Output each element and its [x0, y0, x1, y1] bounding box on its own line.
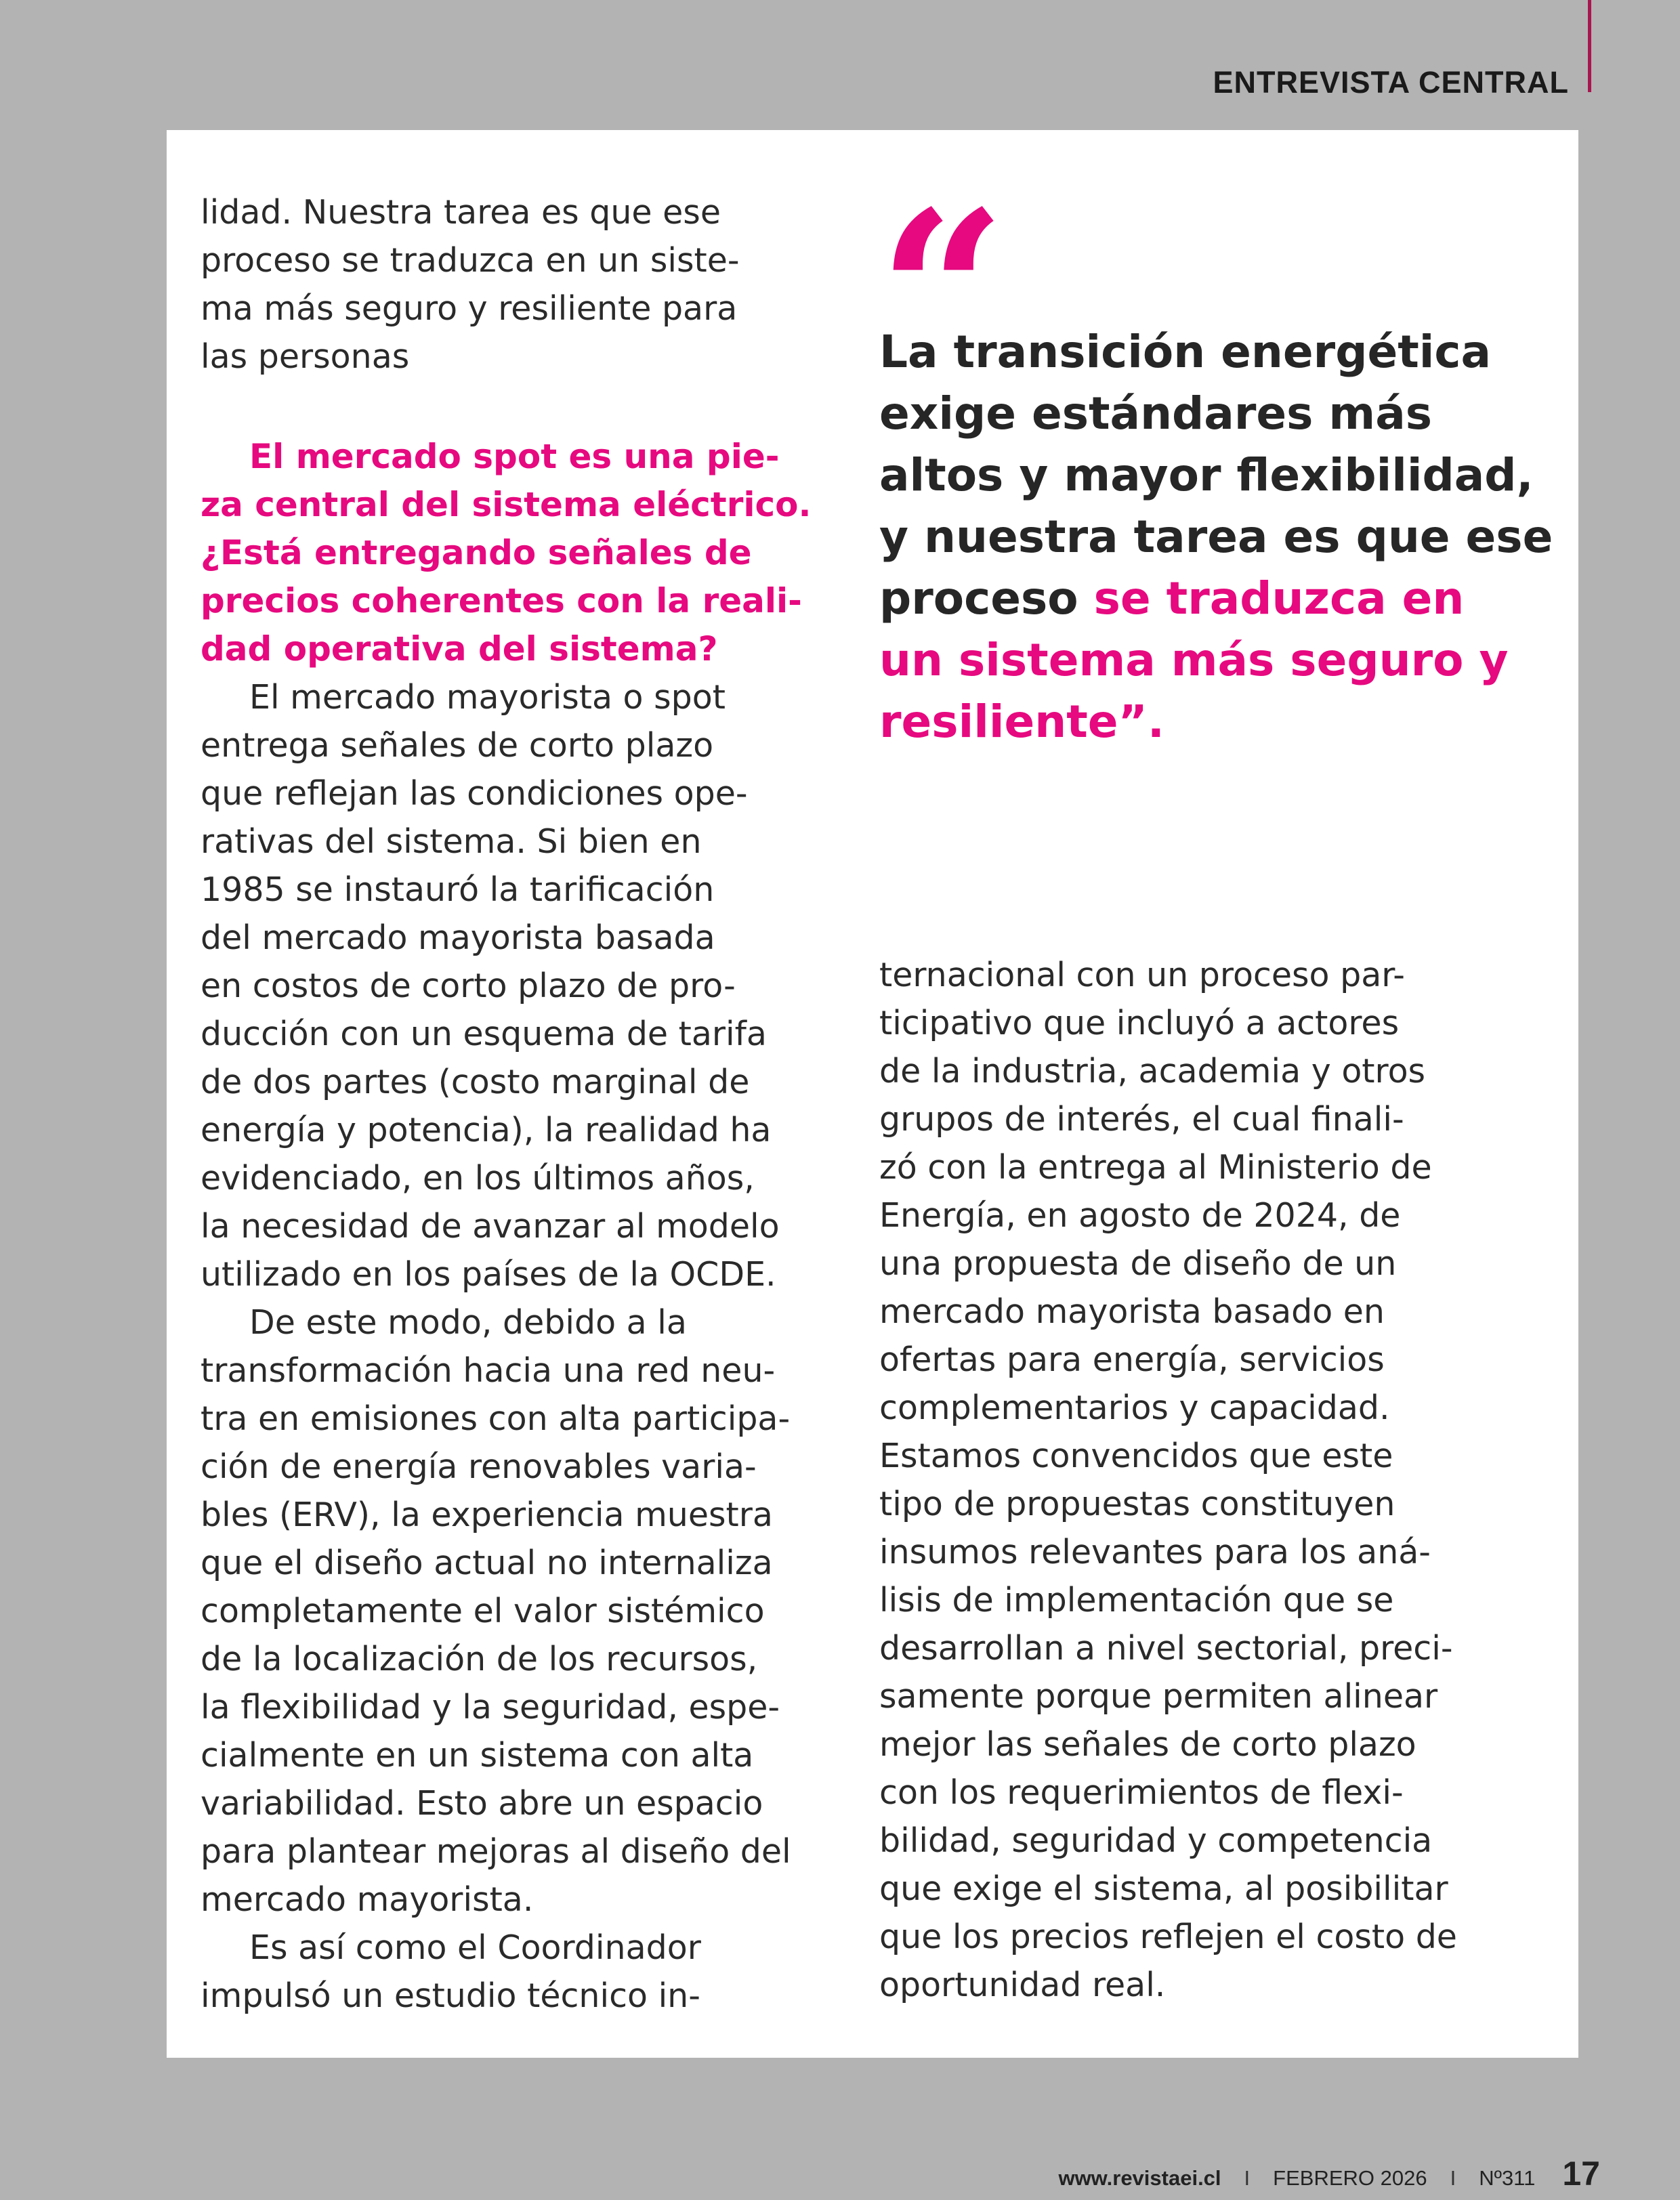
- text-line: samente porque permiten alinear: [879, 1677, 1438, 1716]
- text-line: Es así como el Coordinador: [249, 1928, 701, 1967]
- text-line: 1985 se instauró la tarificación: [201, 870, 715, 909]
- website-link[interactable]: www.revistaei.cl: [1058, 2166, 1221, 2190]
- text-line: evidenciado, en los últimos años,: [201, 1159, 755, 1198]
- footer-separator: I: [1450, 2166, 1456, 2190]
- text-line: la necesidad de avanzar al modelo: [201, 1207, 780, 1246]
- text-line: que los precios reflejen el costo de: [879, 1918, 1457, 1956]
- pull-quote-highlight: se traduzca en: [1093, 572, 1465, 625]
- text-line: impulsó un estudio técnico in-: [201, 1976, 700, 2015]
- pull-quote-line: exige estándares más: [879, 387, 1433, 440]
- text-line: energía y potencia), la realidad ha: [201, 1111, 772, 1149]
- text-line: Estamos convencidos que este: [879, 1437, 1393, 1475]
- text-line: lidad. Nuestra tarea es que ese: [201, 193, 721, 232]
- quote-mark-icon: “: [878, 162, 1007, 425]
- text-line: Energía, en agosto de 2024, de: [879, 1196, 1401, 1235]
- section-title: ENTREVISTA CENTRAL: [1213, 65, 1569, 100]
- text-line: mercado mayorista.: [201, 1880, 534, 1919]
- pull-quote-highlight-line: un sistema más seguro y: [879, 634, 1509, 686]
- interview-question: [201, 433, 831, 673]
- left-column: [201, 188, 831, 2020]
- text-line: que el diseño actual no internaliza: [201, 1544, 773, 1582]
- pull-quote-dark-text: proceso: [879, 572, 1094, 625]
- footer-separator: I: [1244, 2166, 1251, 2190]
- text-line: tipo de propuestas constituyen: [879, 1485, 1395, 1523]
- text-line: mejor las señales de corto plazo: [879, 1725, 1416, 1764]
- text-line: complementarios y capacidad.: [879, 1389, 1390, 1427]
- pull-quote-line: La transición energética: [879, 326, 1492, 378]
- text-line: De este modo, debido a la: [249, 1303, 687, 1342]
- question-line: El mercado spot es una pie-: [249, 437, 780, 476]
- text-line: ción de energía renovables varia-: [201, 1447, 757, 1486]
- text-line: tra en emisiones con alta participa-: [201, 1399, 791, 1438]
- text-line: ternacional con un proceso par-: [879, 956, 1405, 994]
- text-line: insumos relevantes para los aná-: [879, 1533, 1431, 1571]
- issue-number: Nº311: [1479, 2166, 1536, 2190]
- text-line: de dos partes (costo marginal de: [201, 1063, 750, 1101]
- text-line: para plantear mejoras al diseño del: [201, 1832, 791, 1871]
- text-line: que exige el sistema, al posibilitar: [879, 1869, 1448, 1908]
- article-card: [167, 130, 1578, 2058]
- text-line: ma más seguro y resiliente para: [201, 289, 738, 328]
- text-line: en costos de corto plazo de pro-: [201, 967, 736, 1005]
- text-line: bilidad, seguridad y competencia: [879, 1821, 1433, 1860]
- text-line: de la industria, academia y otros: [879, 1052, 1426, 1091]
- text-line: oportunidad real.: [879, 1966, 1166, 2004]
- accent-bar: [1588, 0, 1591, 92]
- text-line: utilizado en los países de la OCDE.: [201, 1255, 776, 1294]
- text-line: proceso se traduzca en un siste-: [201, 241, 740, 280]
- answer-paragraph-3: [201, 1924, 831, 2020]
- text-line: El mercado mayorista o spot: [249, 678, 726, 717]
- right-column: [879, 951, 1543, 2009]
- pull-quote: [879, 321, 1557, 753]
- text-line: ducción con un esquema de tarifa: [201, 1015, 767, 1053]
- text-line: entrega señales de corto plazo: [201, 726, 714, 765]
- text-line: las personas: [201, 337, 410, 376]
- text-line: mercado mayorista basado en: [879, 1292, 1385, 1331]
- pull-quote-highlight-line: resiliente”.: [879, 696, 1164, 748]
- text-line: ticipativo que incluyó a actores: [879, 1004, 1400, 1042]
- text-line: rativas del sistema. Si bien en: [201, 822, 702, 861]
- text-line: con los requerimientos de flexi-: [879, 1773, 1404, 1812]
- text-line: de la localización de los recursos,: [201, 1640, 758, 1678]
- issue-date: FEBRERO 2026: [1273, 2166, 1427, 2190]
- text-line: zó con la entrega al Ministerio de: [879, 1148, 1432, 1187]
- pull-quote-line: altos y mayor flexibilidad,: [879, 449, 1534, 501]
- pull-quote-line: y nuestra tarea es que ese: [879, 511, 1553, 563]
- text-line: del mercado mayorista basada: [201, 918, 715, 957]
- text-line: que reflejan las condiciones ope-: [201, 774, 748, 813]
- page-number: 17: [1562, 2155, 1600, 2193]
- answer-paragraph-1: [201, 673, 831, 1298]
- pull-quote-line: [879, 568, 1557, 629]
- text-line: desarrollan a nivel sectorial, preci-: [879, 1629, 1453, 1668]
- answer-paragraph-2: [201, 1298, 831, 1924]
- text-line: una propuesta de diseño de un: [879, 1244, 1397, 1283]
- footer: [1058, 2154, 1600, 2193]
- question-line: dad operativa del sistema?: [201, 629, 718, 669]
- text-line: cialmente en un sistema con alta: [201, 1736, 754, 1775]
- text-line: completamente el valor sistémico: [201, 1592, 765, 1630]
- text-line: bles (ERV), la experiencia muestra: [201, 1496, 773, 1534]
- question-line: za central del sistema eléctrico.: [201, 485, 812, 524]
- text-line: ofertas para energía, servicios: [879, 1340, 1385, 1379]
- intro-paragraph: [201, 188, 831, 381]
- question-line: ¿Está entregando señales de: [201, 533, 752, 572]
- question-line: precios coherentes con la reali-: [201, 581, 802, 620]
- text-line: variabilidad. Esto abre un espacio: [201, 1784, 763, 1823]
- text-line: la flexibilidad y la seguridad, espe-: [201, 1688, 780, 1727]
- text-line: transformación hacia una red neu-: [201, 1351, 776, 1390]
- text-line: grupos de interés, el cual finali-: [879, 1100, 1404, 1139]
- text-line: lisis de implementación que se: [879, 1581, 1394, 1620]
